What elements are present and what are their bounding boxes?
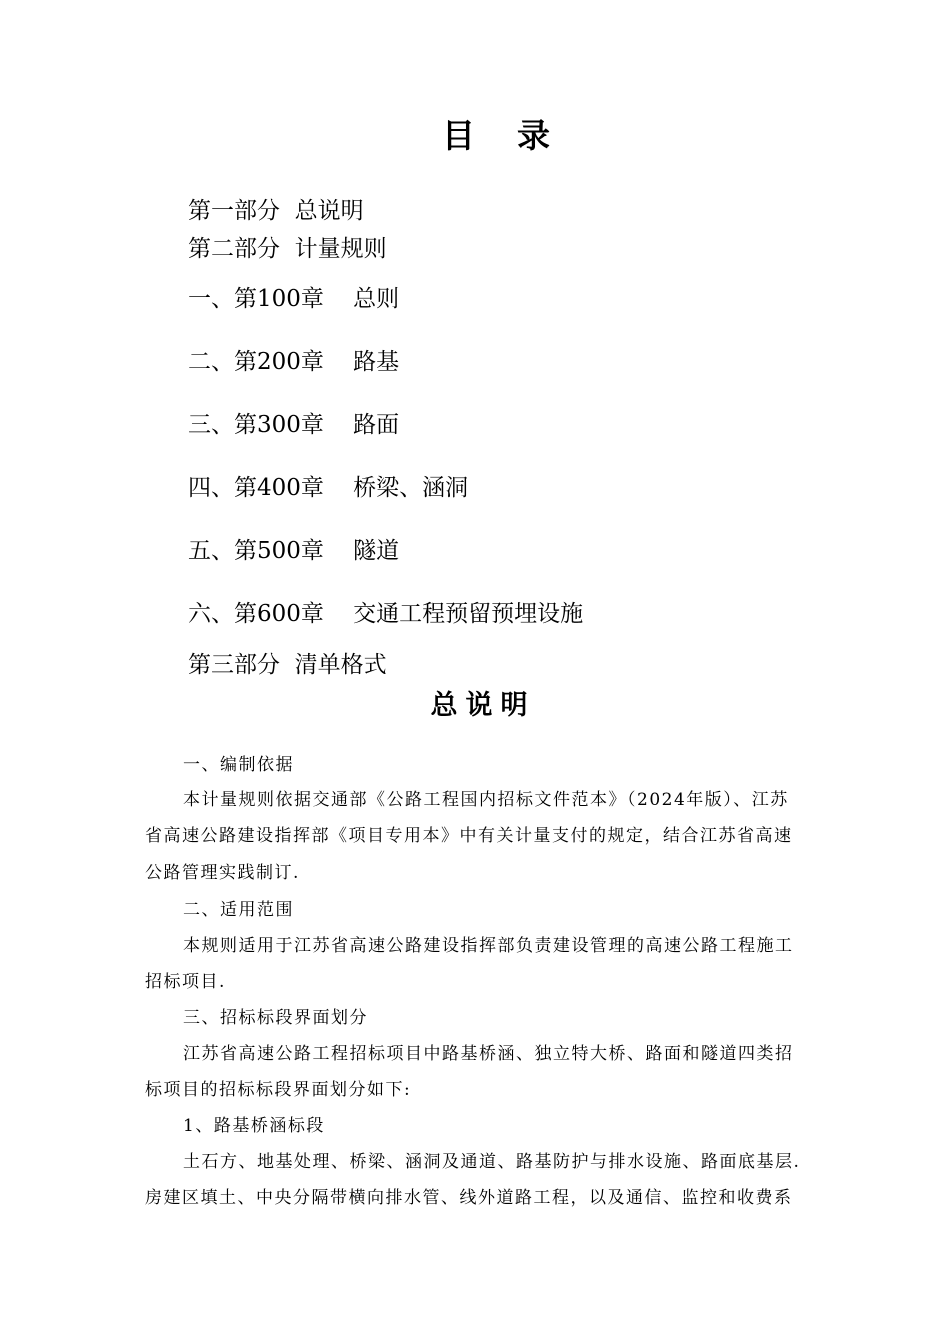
- heading-scope: 二、适用范围: [183, 900, 294, 920]
- toc-line-ch400: 四、第400章 桥梁、涵洞: [188, 475, 469, 501]
- heading-basis: 一、编制依据: [183, 755, 294, 775]
- toc-line-ch200: 二、第200章 路基: [188, 349, 400, 375]
- para-basis-line2: 省高速公路建设指挥部《项目专用本》中有关计量支付的规定，结合江苏省高速: [145, 826, 793, 846]
- para-scope-line1: 本规则适用于江苏省高速公路建设指挥部负责建设管理的高速公路工程施工: [183, 936, 794, 956]
- para-scope-line2: 招标项目.: [145, 972, 226, 992]
- para-subgrade-line1: 土石方、地基处理、桥梁、涵洞及通道、路基防护与排水设施、路面底基层.: [183, 1152, 801, 1172]
- toc-line-part2: 第二部分 计量规则: [188, 236, 387, 262]
- toc-line-part1: 第一部分 总说明: [188, 198, 364, 224]
- toc-line-ch100: 一、第100章 总则: [188, 286, 400, 312]
- para-sections-line1: 江苏省高速公路工程招标项目中路基桥涵、独立特大桥、路面和隧道四类招: [183, 1044, 794, 1064]
- toc-title: 目录: [442, 116, 592, 155]
- toc-line-part3: 第三部分 清单格式: [188, 652, 387, 678]
- heading-sections: 三、招标标段界面划分: [183, 1008, 368, 1028]
- para-subgrade-line2: 房建区填土、中央分隔带横向排水管、线外道路工程，以及通信、监控和收费系: [145, 1188, 793, 1208]
- toc-line-ch500: 五、第500章 隧道: [188, 538, 400, 564]
- para-sections-line2: 标项目的招标标段界面划分如下:: [145, 1080, 412, 1100]
- heading-subgrade-section: 1、路基桥涵标段: [183, 1116, 325, 1136]
- toc-line-ch600: 六、第600章 交通工程预留预埋设施: [188, 601, 584, 627]
- para-basis-line3: 公路管理实践制订.: [145, 863, 300, 883]
- toc-line-ch300: 三、第300章 路面: [188, 412, 400, 438]
- general-title: 总说明: [430, 690, 536, 721]
- para-basis-line1: 本计量规则依据交通部《公路工程国内招标文件范本》（2024年版）、江苏: [183, 790, 789, 810]
